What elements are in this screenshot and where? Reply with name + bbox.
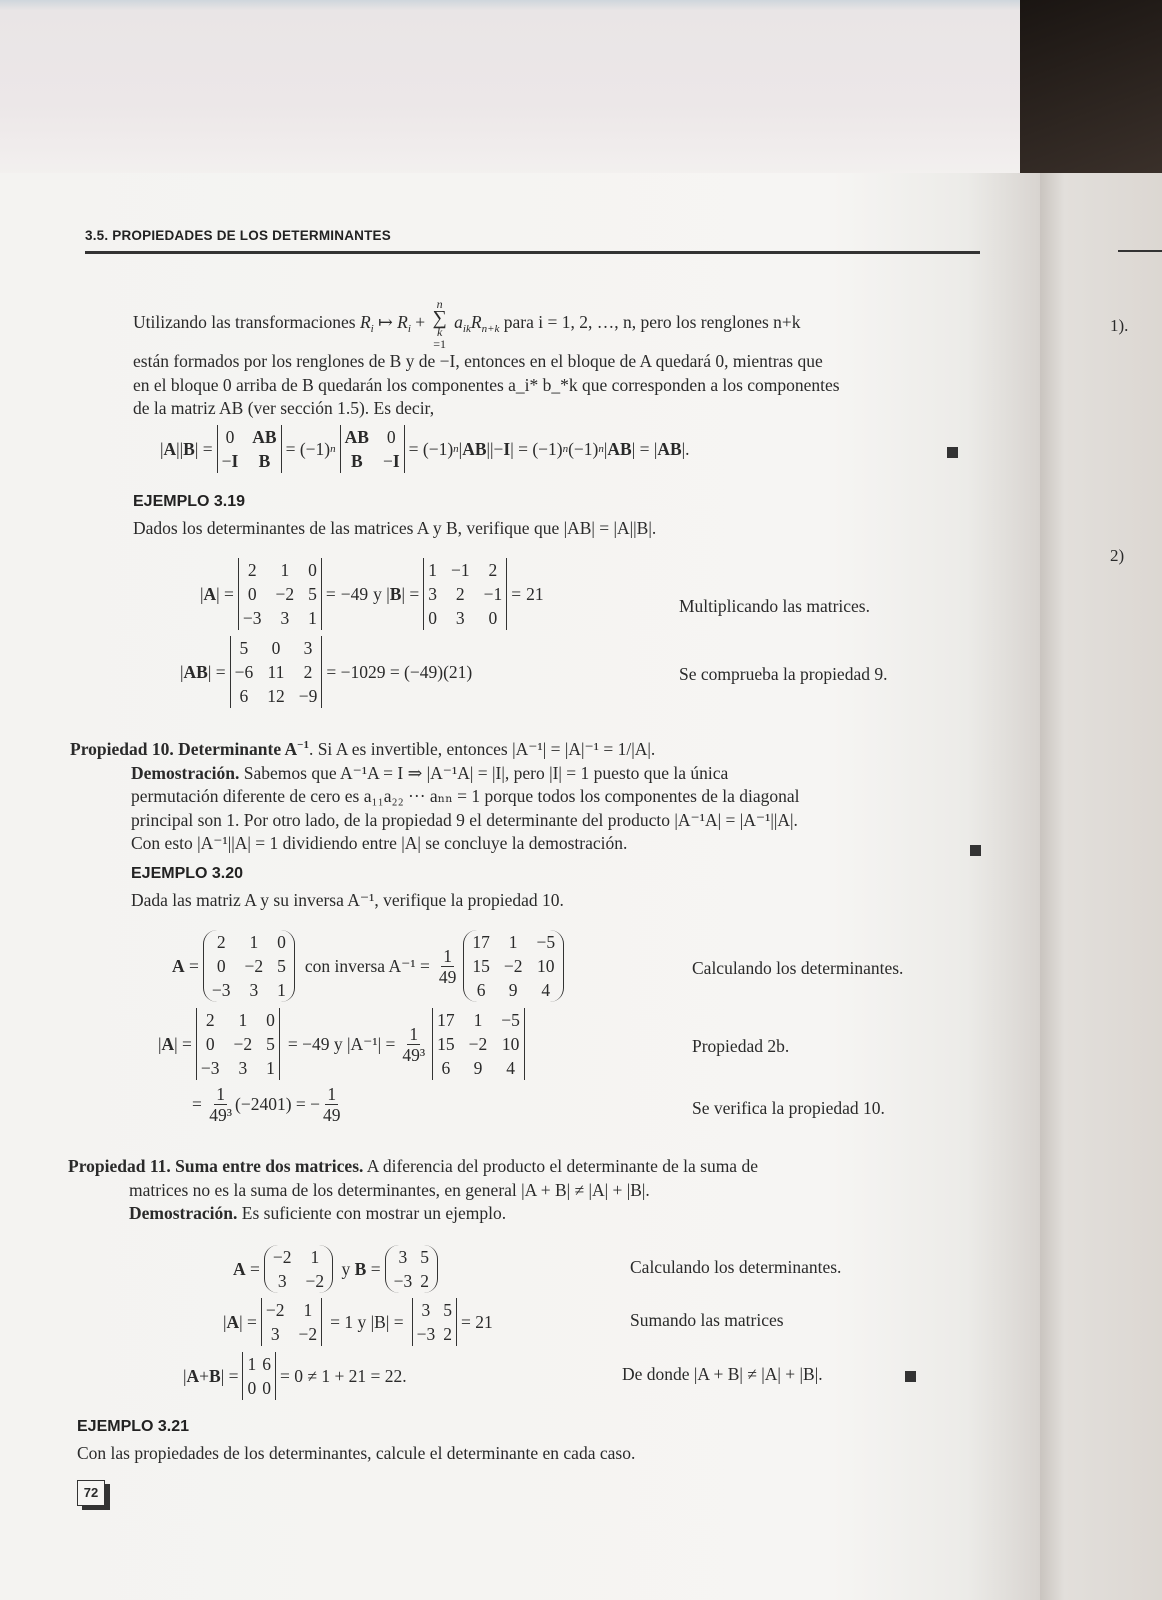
intro-line-4: de la matriz AB (ver sección 1.5). Es decir, — [133, 398, 435, 418]
section-header: 3.5. PROPIEDADES DE LOS DETERMINANTES — [85, 228, 391, 243]
example-3-20-title: EJEMPLO 3.20 — [131, 865, 244, 882]
block-determinant-equation: | A || B | = 0 AB −I B = (−1) n AB 0 B −I = (−1) n | AB ||− I | = (−1) n (−1) n | AB | = | AB |. — [160, 427, 690, 471]
ex319-detA-detB: | A | = 2 1 0 0 −2 5 −3 3 1 = −49 y | B | = 1 −1 2 3 2 −1 0 3 0 = 21 — [200, 560, 544, 628]
intro-line-1: Utilizando las transformaciones $R_i$ ↦ $R_i$ + n ∑ k =1 $a_{ik}R_{n+k}$ para i = 1, 2, …, n, pero los renglones n+k — [133, 297, 801, 351]
p11-determinants: | A | = −2 1 3 −2 = 1 y |B| = 3 5 −3 2 = 21 — [223, 1300, 493, 1344]
page-number: 72 — [77, 1480, 105, 1506]
ex320-det-A: 2 1 0 0 −2 5 −3 3 1 — [196, 1008, 280, 1080]
example-3-19-statement: Dados los determinantes de las matrices A y B, verifique que |AB| = |A||B|. — [133, 518, 657, 538]
example-3-20-statement: Dada las matriz A y su inversa A⁻¹, verifique la propiedad 10. — [131, 890, 564, 910]
example-3-19-title: EJEMPLO 3.19 — [133, 493, 246, 510]
ex319-note-1: Multiplicando las matrices. — [679, 596, 870, 616]
ex320-note-1: Calculando los determinantes. — [692, 958, 904, 978]
property-10 — [70, 738, 990, 856]
example-3-21-statement: Con las propiedades de los determinantes, calcule el determinante en cada caso. — [77, 1443, 636, 1463]
summation-symbol: n ∑ k =1 — [432, 297, 447, 351]
p11-note-1: Calculando los determinantes. — [630, 1257, 842, 1277]
ex319-matrix-B: 1 −1 2 3 2 −1 0 3 0 — [423, 558, 507, 630]
p11-det-B: 3 5 −3 2 — [412, 1298, 457, 1346]
qed-square — [947, 447, 958, 458]
ex320-determinants: | A | = 2 1 0 0 −2 5 −3 3 1 = −49 y |A⁻¹| = $\frac{1}{\text{49³}}$ 17 1 −5 15 −2 10 6 9 4 — [158, 1008, 529, 1080]
intro-line-3: en el bloque 0 arriba de B quedarán los componentes a_i* b_*k que corresponden a los componentes — [133, 374, 840, 395]
ex319-detAB: | AB | = 5 0 3 −6 11 2 6 12 −9 = −1029 = (−49)(21) — [180, 638, 473, 706]
ex320-matrix-Ainv: 17 1 −5 15 −2 10 6 9 4 — [463, 930, 564, 1002]
background-sheet — [0, 0, 1060, 175]
ex319-matrix-AB: 5 0 3 −6 11 2 6 12 −9 — [230, 636, 323, 708]
p11-note-3: De donde |A + B| ≠ |A| + |B|. — [622, 1364, 823, 1384]
qed-square — [905, 1371, 916, 1382]
p11-det-AplusB: 1 6 0 0 — [242, 1352, 276, 1400]
ex319-note-2: Se comprueba la propiedad 9. — [679, 664, 888, 684]
p11-matrix-B: 3 5 −3 2 — [385, 1245, 438, 1293]
ex319-matrix-A: 2 1 0 0 −2 5 −3 3 1 — [238, 558, 322, 630]
p11-matrix-A: −2 1 3 −2 — [264, 1245, 333, 1293]
fraction: $\frac{1}{\text{49³}}$ — [402, 1023, 426, 1065]
p11-det-sum: | A + B | = 1 6 0 0 = 0 ≠ 1 + 21 = 22. — [183, 1354, 407, 1398]
example-3-21-title: EJEMPLO 3.21 — [77, 1418, 190, 1435]
ex320-matrices: A = 2 1 0 0 −2 5 −3 3 1 con inversa A⁻¹ = $\frac{1}{49}$ 17 1 −5 15 −2 10 6 9 4 — [172, 930, 568, 1002]
p11-note-2: Sumando las matrices — [630, 1310, 784, 1330]
block-matrix-2: AB 0 B −I — [340, 425, 405, 473]
ex320-result: = $\frac{1}{\text{49³}}$ (−2401) = − $\frac{1}{49}$ — [192, 1084, 341, 1125]
intro-paragraph — [133, 298, 983, 421]
ex-p11-matrices: A = −2 1 3 −2 y B = 3 5 −3 2 — [233, 1245, 442, 1293]
fraction: $\frac{1}{\text{49³}}$ — [209, 1084, 232, 1125]
header-rule — [85, 251, 980, 254]
ex320-note-3: Se verifica la propiedad 10. — [692, 1098, 885, 1118]
fraction: $\frac{1}{49}$ — [438, 945, 457, 987]
adjacent-page — [1040, 173, 1162, 1600]
intro-line-2: están formados por los renglones de B y de −I, entonces en el bloque de A quedará 0, mientras que — [133, 351, 823, 371]
adjacent-label-2: 2) — [1110, 546, 1125, 565]
fraction: $\frac{1}{49}$ — [323, 1084, 341, 1125]
property-11: Propiedad 11. Suma entre dos matrices. A diferencia del producto el determinante de la suma de matrices no es la suma de los determinantes, en general |A + B| ≠ |A| + |B|. Demostración. Es suficiente con mostrar un ejemplo. — [68, 1156, 758, 1223]
property-10-proof: Demostración. Sabemos que A⁻¹A = I ⇒ |A⁻¹A| = |I|, pero |I| = 1 puesto que la única permutación diferente de cero es a₁₁a₂₂ ··· aₙₙ = 1 porque todos los componentes de la diagonal principal son 1. Por otro lado, de la propiedad 9 el determinante del producto |A⁻¹A| = |A⁻¹||A|. Con esto |A⁻¹||A| = 1 dividiendo entre |A| se concluye la demostración. — [131, 762, 800, 853]
ex320-matrix-A: 2 1 0 0 −2 5 −3 3 1 — [203, 930, 295, 1002]
background-shadow — [1020, 0, 1162, 175]
ex320-note-2: Propiedad 2b. — [692, 1036, 790, 1056]
qed-square — [970, 845, 981, 856]
property-10-statement: Propiedad 10. Determinante $A^{-1}$. Si A es invertible, entonces |A⁻¹| = |A|⁻¹ = 1/|A|. — [70, 739, 656, 759]
adjacent-label-1: 1). — [1110, 316, 1129, 335]
p11-det-A: −2 1 3 −2 — [261, 1298, 322, 1346]
block-matrix-1: 0 AB −I B — [217, 425, 282, 473]
ex320-det-Ainv: 17 1 −5 15 −2 10 6 9 4 — [432, 1008, 525, 1080]
adjacent-header-rule — [1118, 250, 1162, 252]
